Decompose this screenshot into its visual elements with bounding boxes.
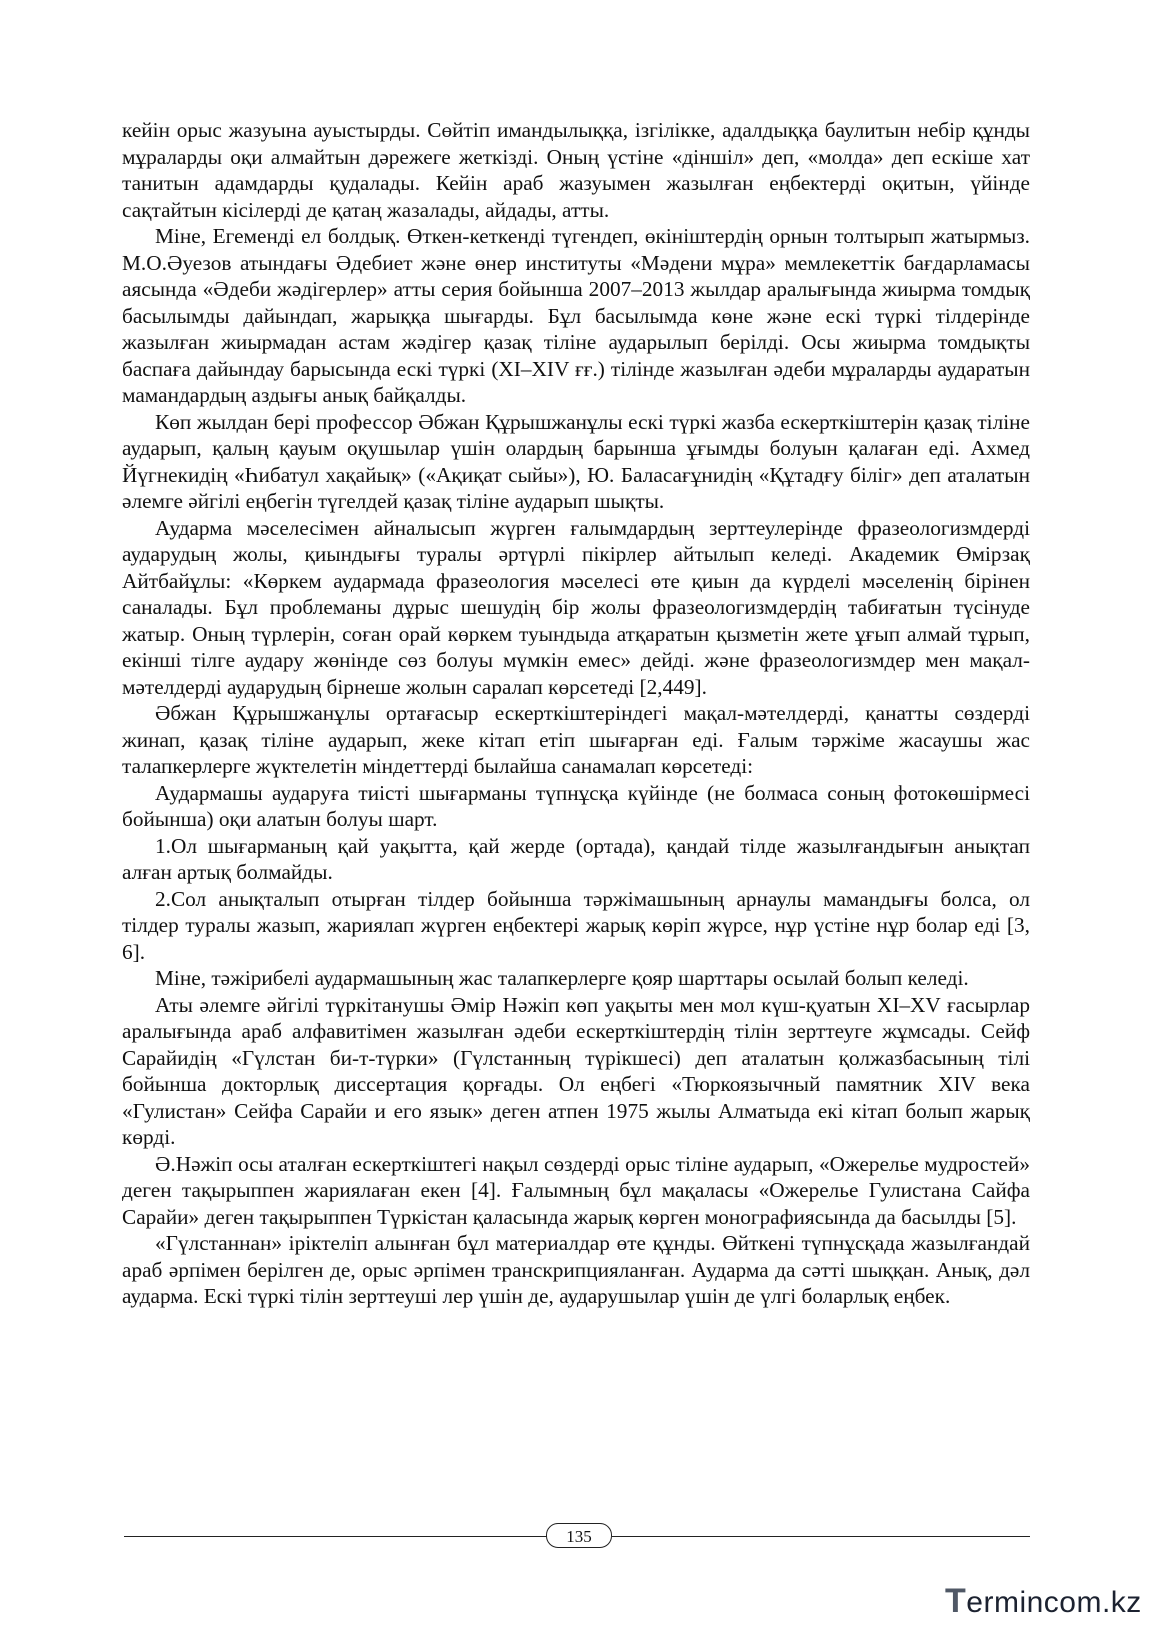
page-number: 135 [546, 1523, 612, 1548]
paragraph: 1.Ол шығарманың қай уақытта, қай жерде (ортада), қандай тілде жазылғандығын анықтап алған артық болмайды. [122, 833, 1030, 884]
paragraph: 2.Сол анықталып отырған тілдер бойынша тәржімашының арнаулы мамандығы болса, ол тілдер туралы жазып, жариялап жүрген еңбектері жарық көріп жүрсе, нұр үстіне нұр болар еді [3, 6]. [122, 886, 1030, 964]
footer-rule-left [124, 1536, 547, 1537]
paragraph: Аудармашы аударуға тиісті шығарманы түпнұсқа күйінде (не болмаса соның фотокөшірмесі бойынша) оқи алатын болуы шарт. [122, 780, 1030, 831]
paragraph: Аты әлемге әйгілі түркітанушы Әмір Нәжіп көп уақыты мен мол күш-қуатын XI–XV ғасырлар аралығында араб алфавитімен жазылған әдеби ескерткіштердің тілін зерттеуге жұмсады. Сейф Сарайидің «Гүлстан би-т-түрки» (Гүлстанның түрікшесі) деп аталатын қолжазбасының тілі бойынша докторлық диссертация қорғады. Ол еңбегі «Тюркоязычный памятник XIV века «Гулистан» Сейфа Сарайи и его язык» деген атпен 1975 жылы Алматыда екі кітап болып жарық көрді. [122, 992, 1030, 1149]
paragraph: «Гүлстаннан» іріктеліп алынған бұл материалдар өте құнды. Өйткені түпнұсқада жазылғандай араб әрпімен берілген де, орыс әрпімен транскрипцияланған. Аударма да сәтті шыққан. Анық, дәл аударма. Ескі түркі тілін зерттеуші лер үшін де, аударушылар үшін де үлгі боларлық еңбек. [122, 1231, 1030, 1308]
watermark-text: ermincom.kz [966, 1586, 1142, 1619]
termincom-watermark [945, 1579, 1150, 1623]
watermark-t-letter: T [945, 1582, 967, 1620]
paragraph: Аударма мәселесімен айналысып жүрген ғалымдардың зерттеулерінде фразеологизмдерді аударудың жолы, қиындығы туралы әртүрлі пікірлер айтылып келеді. Академик Өмірзақ Айтбайұлы: «Көркем аудармада фразеология мәселесі өте қиын да күрделі мәселенің бірінен саналады. Бұл проблеманы дұрыс шешудің бір жолы фразеологизмдердің табиғатын түсінуде жатыр. Оның түрлерін, соған орай көркем туындыда атқаратын қызметін жете ұғып алмай тұрып, екінші тілге аудару жөнінде сөз болуы мүмкін емес» дейді. және фразеологизмдер мен мақал-мәтелдерді аударудың бірнеше жолын саралап көрсетеді [2,449]. [122, 515, 1030, 699]
paragraph: Көп жылдан бері профессор Әбжан Құрышжанұлы ескі түркі жазба ескерткіштерін қазақ тіліне аударып, қалың қауым оқушылар үшін олардың барынша ұғымды болуын қалаған еді. Ахмед Йүгнекидің «Һибатул хақайық» («Ақиқат сыйы»), Ю. Баласағұнидің «Құтадғу біліг» деп аталатын әлемге әйгілі еңбегін түгелдей қазақ тіліне аударып шықты. [122, 409, 1030, 513]
body-text [122, 117, 1030, 1310]
paragraph: кейін орыс жазуына ауыстырды. Сөйтіп имандылыққа, ізгілікке, адалдыққа баулитын небір құнды мұраларды оқи алмайтын дәрежеге жеткізді. Оның үстіне «дiншiл» деп, «молда» деп ескіше хат танитын адамдарды қудалады. Кейін араб жазуымен жазылған еңбектерді оқитын, үйінде сақтайтын кісілерді де қатаң жазалады, айдады, атты. [122, 118, 1030, 222]
footer-rule-right [612, 1536, 1030, 1537]
paragraph: Әбжан Құрышжанұлы ортағасыр ескерткіштеріндегі мақал-мәтелдерді, қанатты сөздерді жинап, қазақ тіліне аударып, жеке кітап етіп шығарған еді. Ғалым тәржіме жасаушы жас талапкерлерге жүктелетін міндеттерді былайша санамалап көрсетеді: [122, 701, 1030, 778]
paragraph: Ә.Нәжіп осы аталған ескерткіштегі нақыл сөздерді орыс тіліне аударып, «Ожерелье мудростей» деген тақырыппен жариялаған екен [4]. Ғалымның бұл мақаласы «Ожерелье Гулистана Сайфа Сарайи» деген тақырыппен Түркістан қаласында жарық көрген монографиясында да басылды [5]. [122, 1151, 1030, 1229]
paragraph: Міне, Егеменді ел болдық. Өткен-кеткенді түгендеп, өкініштердің орнын толтырып жатырмыз. М.О.Әуезов атындағы Әдебиет және өнер институты «Мәдени мұра» мемлекеттік бағдарламасы аясында «Әдеби жәдігерлер» атты серия бойынша 2007–2013 жылдар аралығында жиырма томдық басылымды дайындап, жарыққа шығарды. Бұл басылымда көне және ескі түркі тілдерінде жазылған жиырмадан астам жәдігер қазақ тіліне аударылып берілді. Осы жиырма томдықты баспаға дайындау барысында ескі түркі (XI–XIV ғғ.) тілінде жазылған әдеби мұраларды аударатын мамандардың аздығы анық байқалды. [122, 224, 1030, 407]
paragraph: Міне, тәжірибелі аудармашының жас талапкерлерге қояр шарттары осылай болып келеді. [155, 966, 969, 990]
